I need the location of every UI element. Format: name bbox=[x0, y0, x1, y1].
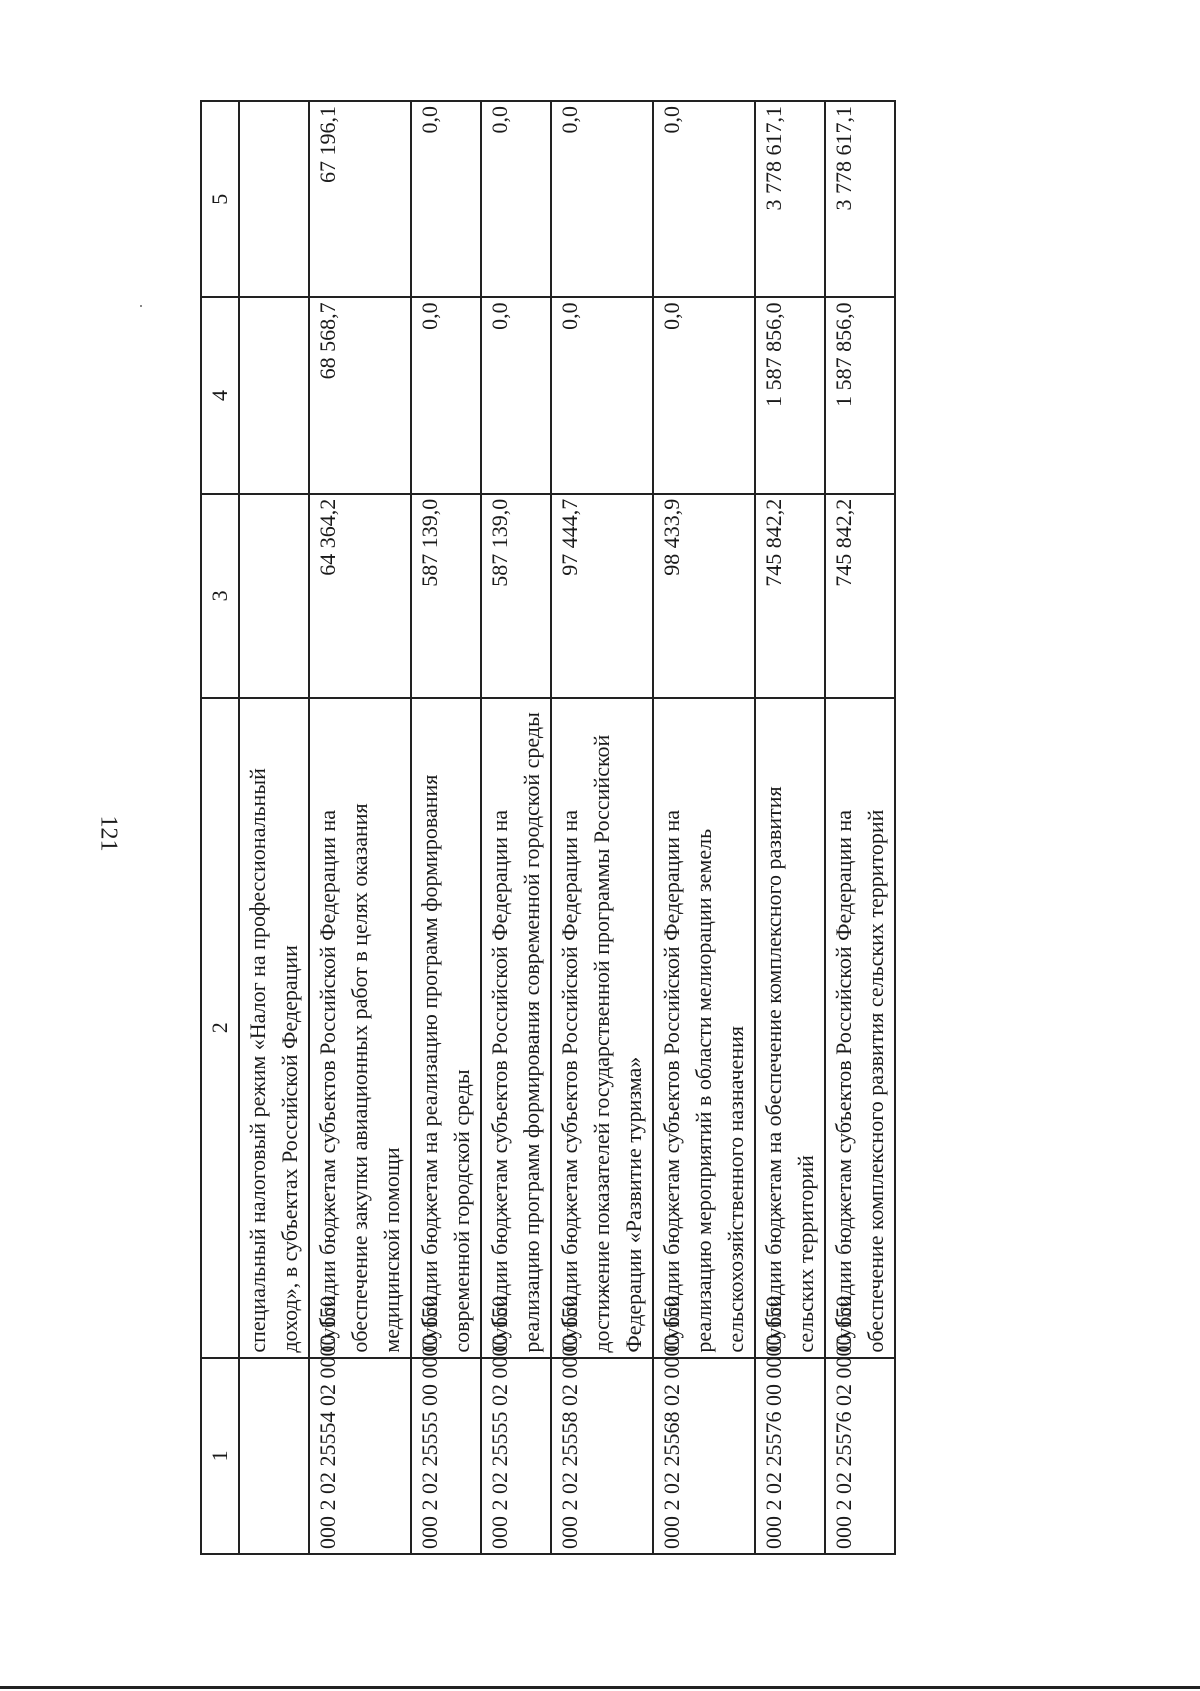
value-col5-cell: 67 196,1 bbox=[309, 101, 411, 297]
value-col5-cell: 0,0 bbox=[653, 101, 755, 297]
code-cell bbox=[239, 1358, 309, 1554]
name-cell: Субсидии бюджетам субъектов Российской Федерации на обеспечение комплексного развития сельских территорий bbox=[825, 698, 895, 1358]
name-cell: Субсидии бюджетам субъектов Российской Федерации на достижение показателей государственной программы Российской Федерации «Развитие туризма» bbox=[551, 698, 653, 1358]
value-col4-cell: 0,0 bbox=[411, 297, 481, 493]
value-col5-cell: 0,0 bbox=[411, 101, 481, 297]
name-cell: Субсидии бюджетам субъектов Российской Федерации на реализацию программ формирования современной городской среды bbox=[481, 698, 551, 1358]
value-col3-cell: 745 842,2 bbox=[755, 494, 825, 698]
table-row bbox=[653, 101, 755, 1554]
header-cell: 4 bbox=[201, 297, 239, 493]
table-row bbox=[481, 101, 551, 1554]
code-cell: 000 2 02 25555 02 0000 150 bbox=[481, 1358, 551, 1554]
value-col4-cell bbox=[239, 297, 309, 493]
code-cell: 000 2 02 25576 02 0000 150 bbox=[825, 1358, 895, 1554]
header-cell: 3 bbox=[201, 494, 239, 698]
value-col3-cell: 745 842,2 bbox=[825, 494, 895, 698]
value-col3-cell: 587 139,0 bbox=[481, 494, 551, 698]
table-row bbox=[309, 101, 411, 1554]
scan-speck bbox=[140, 305, 142, 307]
bottom-rule bbox=[0, 1686, 1200, 1689]
table-row bbox=[825, 101, 895, 1554]
header-cell: 1 bbox=[201, 1358, 239, 1554]
value-col3-cell: 97 444,7 bbox=[551, 494, 653, 698]
table-row bbox=[755, 101, 825, 1554]
code-cell: 000 2 02 25576 00 0000 150 bbox=[755, 1358, 825, 1554]
value-col4-cell: 1 587 856,0 bbox=[825, 297, 895, 493]
value-col4-cell: 0,0 bbox=[653, 297, 755, 493]
table-row bbox=[239, 101, 309, 1554]
value-col5-cell bbox=[239, 101, 309, 297]
value-col3-cell: 98 433,9 bbox=[653, 494, 755, 698]
value-col4-cell: 0,0 bbox=[481, 297, 551, 493]
code-cell: 000 2 02 25568 02 0000 150 bbox=[653, 1358, 755, 1554]
rotated-table-container bbox=[200, 100, 1100, 1555]
header-cell: 5 bbox=[201, 101, 239, 297]
name-cell: специальный налоговый режим «Налог на профессиональный доход», в субъектах Российской Федерации bbox=[239, 698, 309, 1358]
code-cell: 000 2 02 25555 00 0000 150 bbox=[411, 1358, 481, 1554]
page-number: 121 bbox=[95, 815, 122, 852]
value-col4-cell: 68 568,7 bbox=[309, 297, 411, 493]
name-cell: Субсидии бюджетам субъектов Российской Федерации на обеспечение закупки авиационных работ в целях оказания медицинской помощи bbox=[309, 698, 411, 1358]
value-col3-cell bbox=[239, 494, 309, 698]
value-col5-cell: 0,0 bbox=[551, 101, 653, 297]
value-col5-cell: 3 778 617,1 bbox=[755, 101, 825, 297]
value-col3-cell: 64 364,2 bbox=[309, 494, 411, 698]
header-cell: 2 bbox=[201, 698, 239, 1358]
name-cell: Субсидии бюджетам на реализацию программ формирования современной городской среды bbox=[411, 698, 481, 1358]
value-col4-cell: 1 587 856,0 bbox=[755, 297, 825, 493]
name-cell: Субсидии бюджетам на обеспечение комплексного развития сельских территорий bbox=[755, 698, 825, 1358]
code-cell: 000 2 02 25554 02 0000 150 bbox=[309, 1358, 411, 1554]
table-row bbox=[551, 101, 653, 1554]
table-header-row bbox=[201, 101, 239, 1554]
value-col4-cell: 0,0 bbox=[551, 297, 653, 493]
code-cell: 000 2 02 25558 02 0000 150 bbox=[551, 1358, 653, 1554]
value-col5-cell: 0,0 bbox=[481, 101, 551, 297]
budget-table bbox=[200, 100, 896, 1555]
value-col3-cell: 587 139,0 bbox=[411, 494, 481, 698]
table-row bbox=[411, 101, 481, 1554]
name-cell: Субсидии бюджетам субъектов Российской Федерации на реализацию мероприятий в области мелиорации земель сельскохозяйственного назначения bbox=[653, 698, 755, 1358]
value-col5-cell: 3 778 617,1 bbox=[825, 101, 895, 297]
